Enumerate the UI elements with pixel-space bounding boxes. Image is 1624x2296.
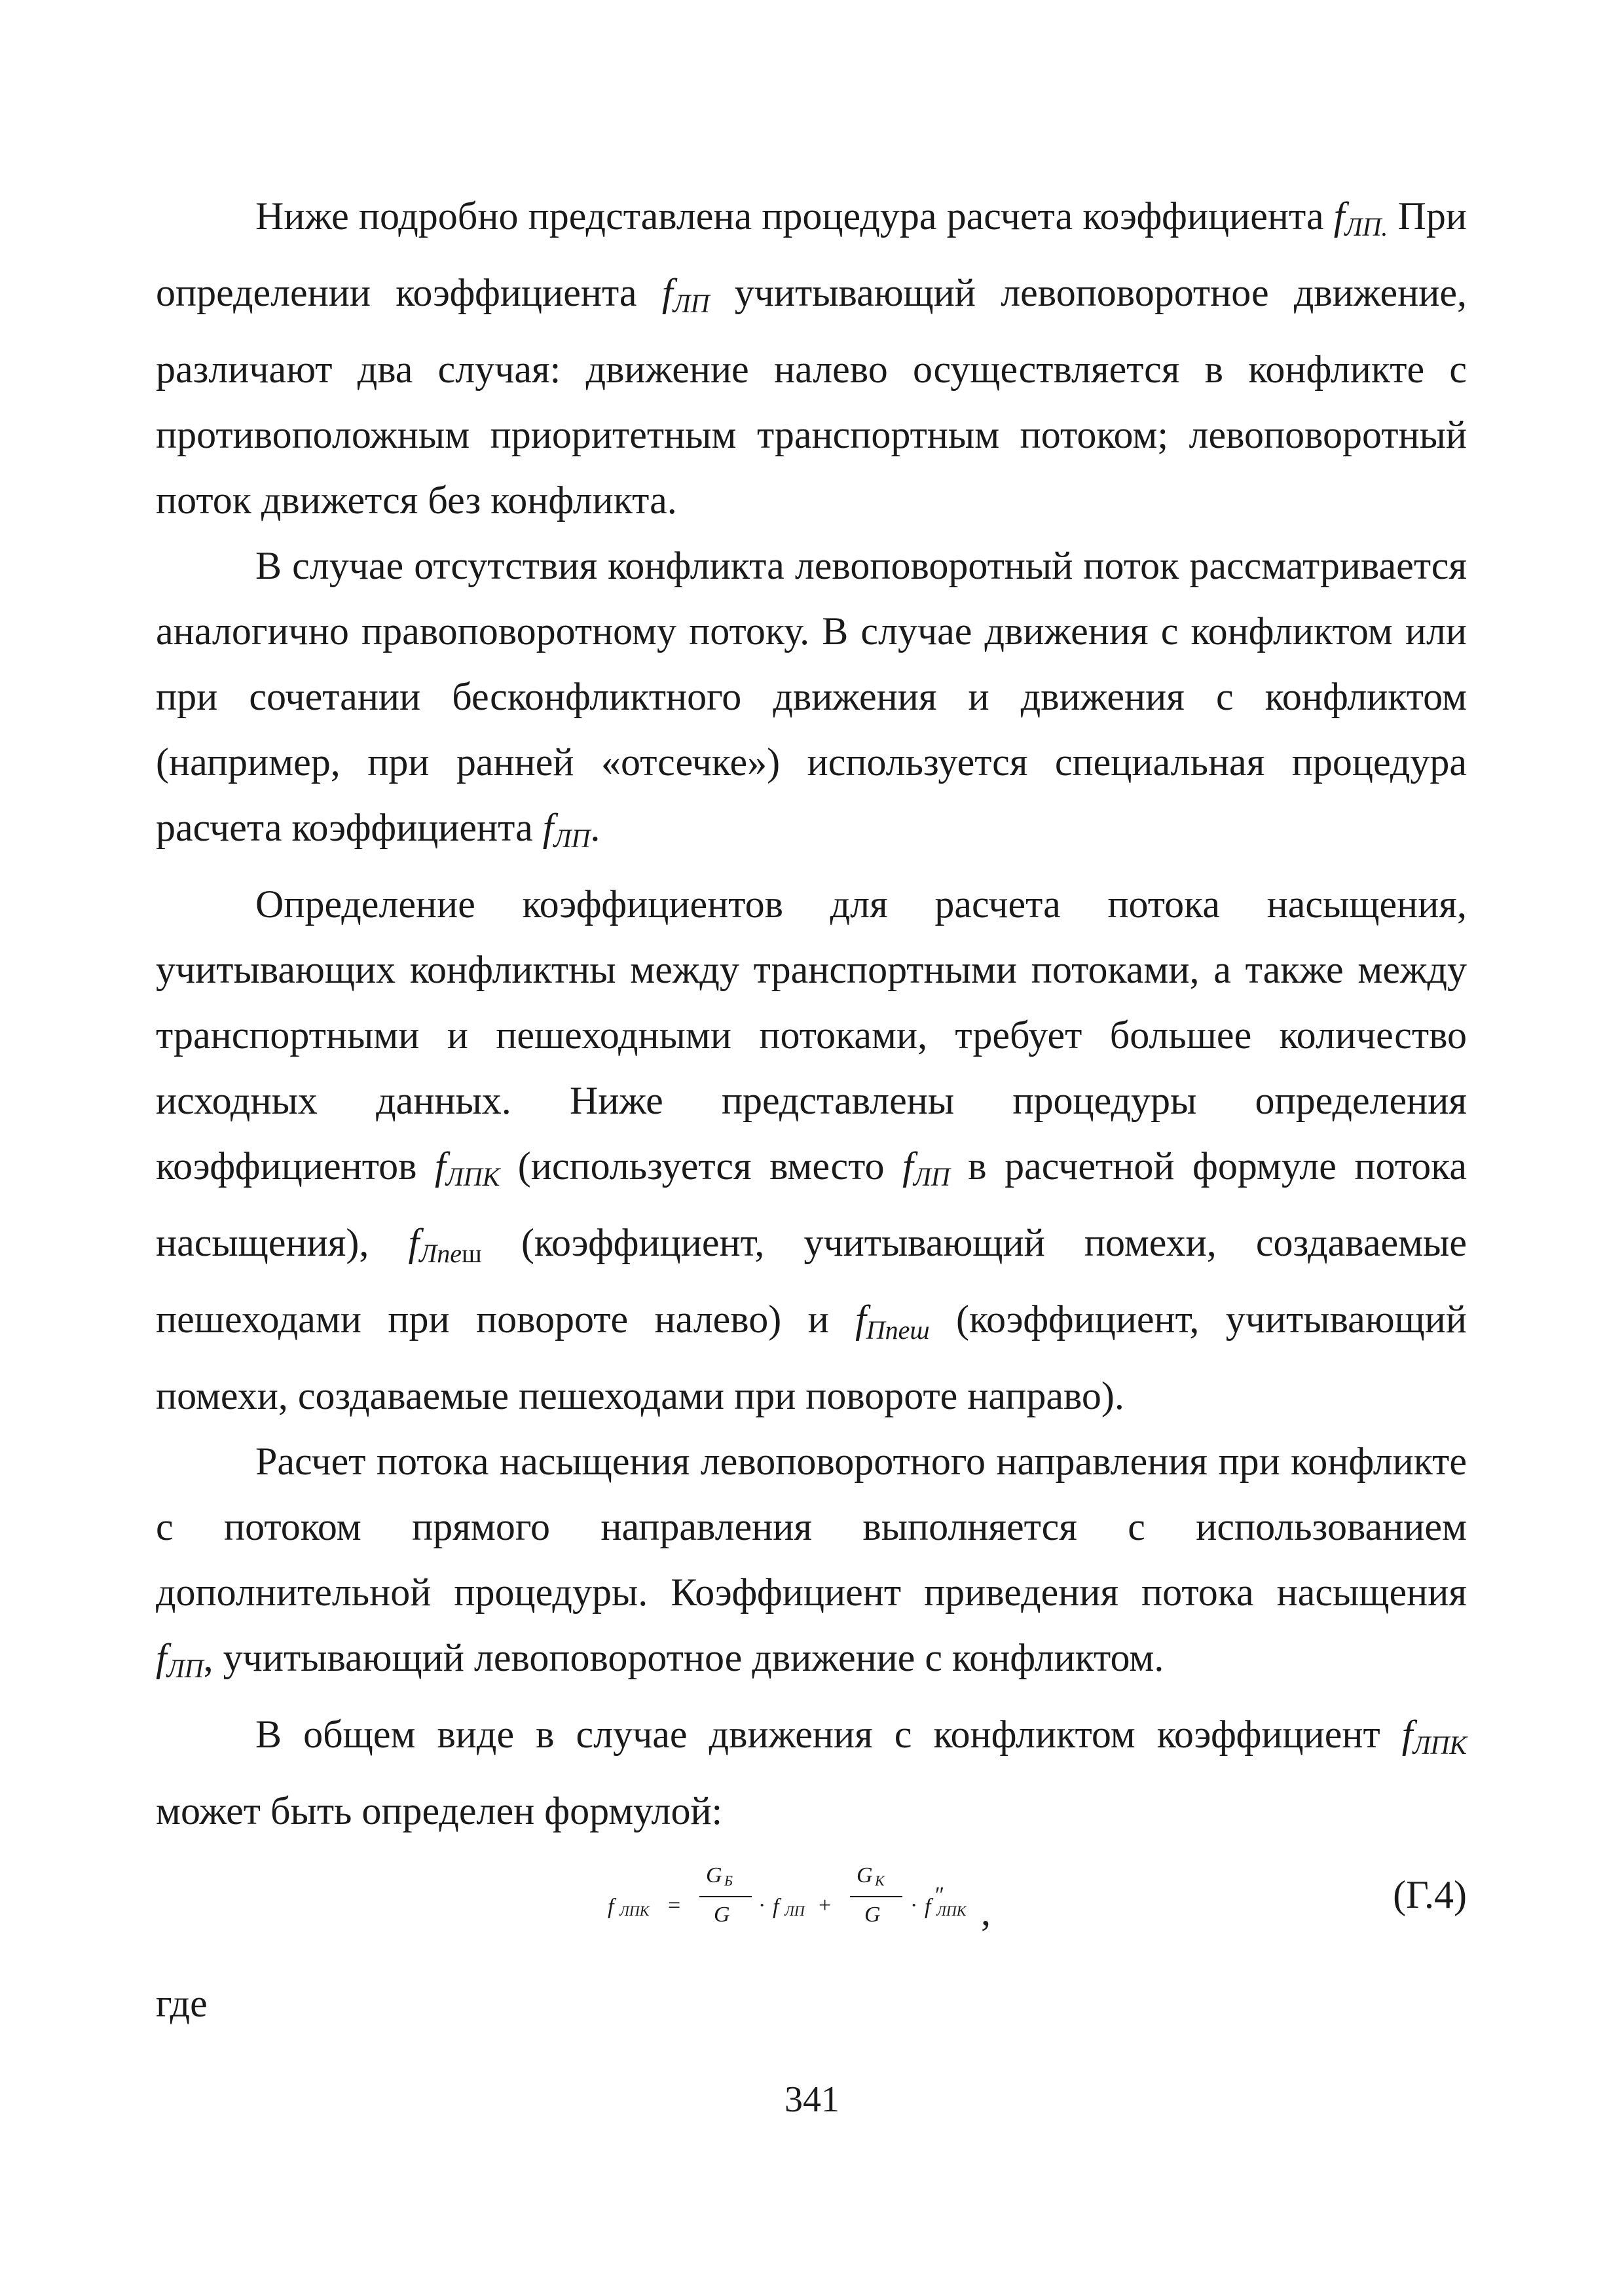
formula-num2-sub: К (875, 1872, 885, 1889)
formula-dot: · (758, 1893, 766, 1918)
formula-num1-sub: Б (724, 1872, 733, 1889)
text-run: в расчетной формуле потока насыщения), (156, 1144, 1467, 1264)
paragraph-4 (156, 1429, 1467, 1702)
formula-mid-f: f (773, 1895, 779, 1919)
formula-num2: G (857, 1863, 873, 1887)
formula-den2: G (864, 1903, 881, 1927)
symbol-subscript: ЛПК (1412, 1730, 1467, 1760)
text-run: Расчет потока насыщения левоповоротного направления при конфликте с потоком прямого направления выполняется с использованием дополнительной процедуры. Коэффициент приведения потока насыщения (156, 1440, 1467, 1614)
formula-end-f: f (925, 1895, 931, 1919)
text-run: В общем виде в случае движения с конфликтом коэффициент (255, 1713, 1402, 1756)
symbol-subscript: ЛП. (1344, 212, 1388, 242)
page-body (156, 183, 1467, 2036)
symbol-subscript: ш (461, 1239, 482, 1268)
symbol-f: f (902, 1144, 913, 1188)
symbol-subscript: ЛПК (445, 1162, 500, 1192)
symbol-f: f (661, 271, 673, 314)
page-number: 341 (784, 2079, 840, 2120)
symbol-f: f (1333, 194, 1345, 238)
formula-num1: G (706, 1863, 722, 1887)
symbol-subscript: ЛП (553, 824, 591, 853)
symbol-f: f (855, 1298, 866, 1341)
text-run: Определение коэффициентов для расчета потока насыщения, учитывающих конфликтны между транспортными потоками, а также между транспортными и пешеходными потоками, требует большее количество исходных данных. Ниже представлены процедуры определения коэффициентов (156, 883, 1467, 1188)
paragraph-1 (156, 183, 1467, 533)
symbol-f: f (156, 1636, 167, 1679)
text-run: (коэффициент, учитывающий помехи, создаваемые пешеходами при повороте направо). (156, 1298, 1467, 1417)
formula-equals: = (668, 1893, 681, 1918)
symbol-subscript: ЛП (913, 1162, 950, 1192)
symbol-f: f (542, 806, 554, 849)
text-run: В случае отсутствия конфликта левоповоротный поток рассматривается аналогично правоповоротному потоку. В случае движения с конфликтом или при сочетании бесконфликтного движения и движения с конфликтом (например, при ранней «отсечке») используется специальная процедура расчета коэффициента (156, 544, 1467, 849)
fraction-bar (699, 1896, 752, 1897)
formula-lhs-sub: ЛПК (619, 1903, 650, 1919)
symbol-f: f (408, 1221, 420, 1264)
symbol-f: f (1401, 1713, 1413, 1756)
text-run: может быть определен формулой: (156, 1789, 723, 1832)
symbol-subscript: Лпе (419, 1239, 462, 1268)
formula-end-sup: ″ (935, 1883, 945, 1907)
formula-plus: + (819, 1893, 832, 1918)
formula-mid-sub: ЛП (784, 1903, 805, 1919)
symbol-f: f (435, 1144, 446, 1188)
paragraph-5 (156, 1702, 1467, 1844)
formula-row (156, 1846, 1467, 1964)
text-run: , учитывающий левоповоротное движение с конфликтом. (203, 1636, 1164, 1679)
equation-number: (Г.4) (1393, 1873, 1467, 1916)
formula-dot: · (910, 1893, 918, 1918)
symbol-subscript: Ппеш (866, 1315, 930, 1345)
paragraph-3 (156, 871, 1467, 1429)
formula-lhs-f: f (608, 1895, 614, 1919)
formula-end-sub: ЛПК (936, 1903, 967, 1919)
formula-comma: , (981, 1890, 991, 1933)
paragraph-2 (156, 533, 1467, 871)
symbol-subscript: ЛП (673, 289, 710, 318)
text-run: При определении коэффициента (156, 194, 1467, 314)
text-run: учитывающий левоповоротное движение, различают два случая: движение налево осуществляется в конфликте с противоположным приоритетным транспортным потоком; левоповоротный поток движется без конфликта. (156, 271, 1467, 522)
fraction-bar (850, 1896, 902, 1897)
formula-den1: G (714, 1903, 730, 1927)
where-label: где (156, 1982, 208, 2025)
text-run: . (590, 806, 600, 849)
symbol-subscript: ЛП (166, 1654, 204, 1683)
text-run: (используется вместо (500, 1144, 903, 1188)
text-run: (коэффициент, учитывающий помехи, создаваемые пешеходами при повороте налево) и (156, 1221, 1467, 1341)
text-run: Ниже подробно представлена процедура расчета коэффициента (255, 194, 1334, 238)
